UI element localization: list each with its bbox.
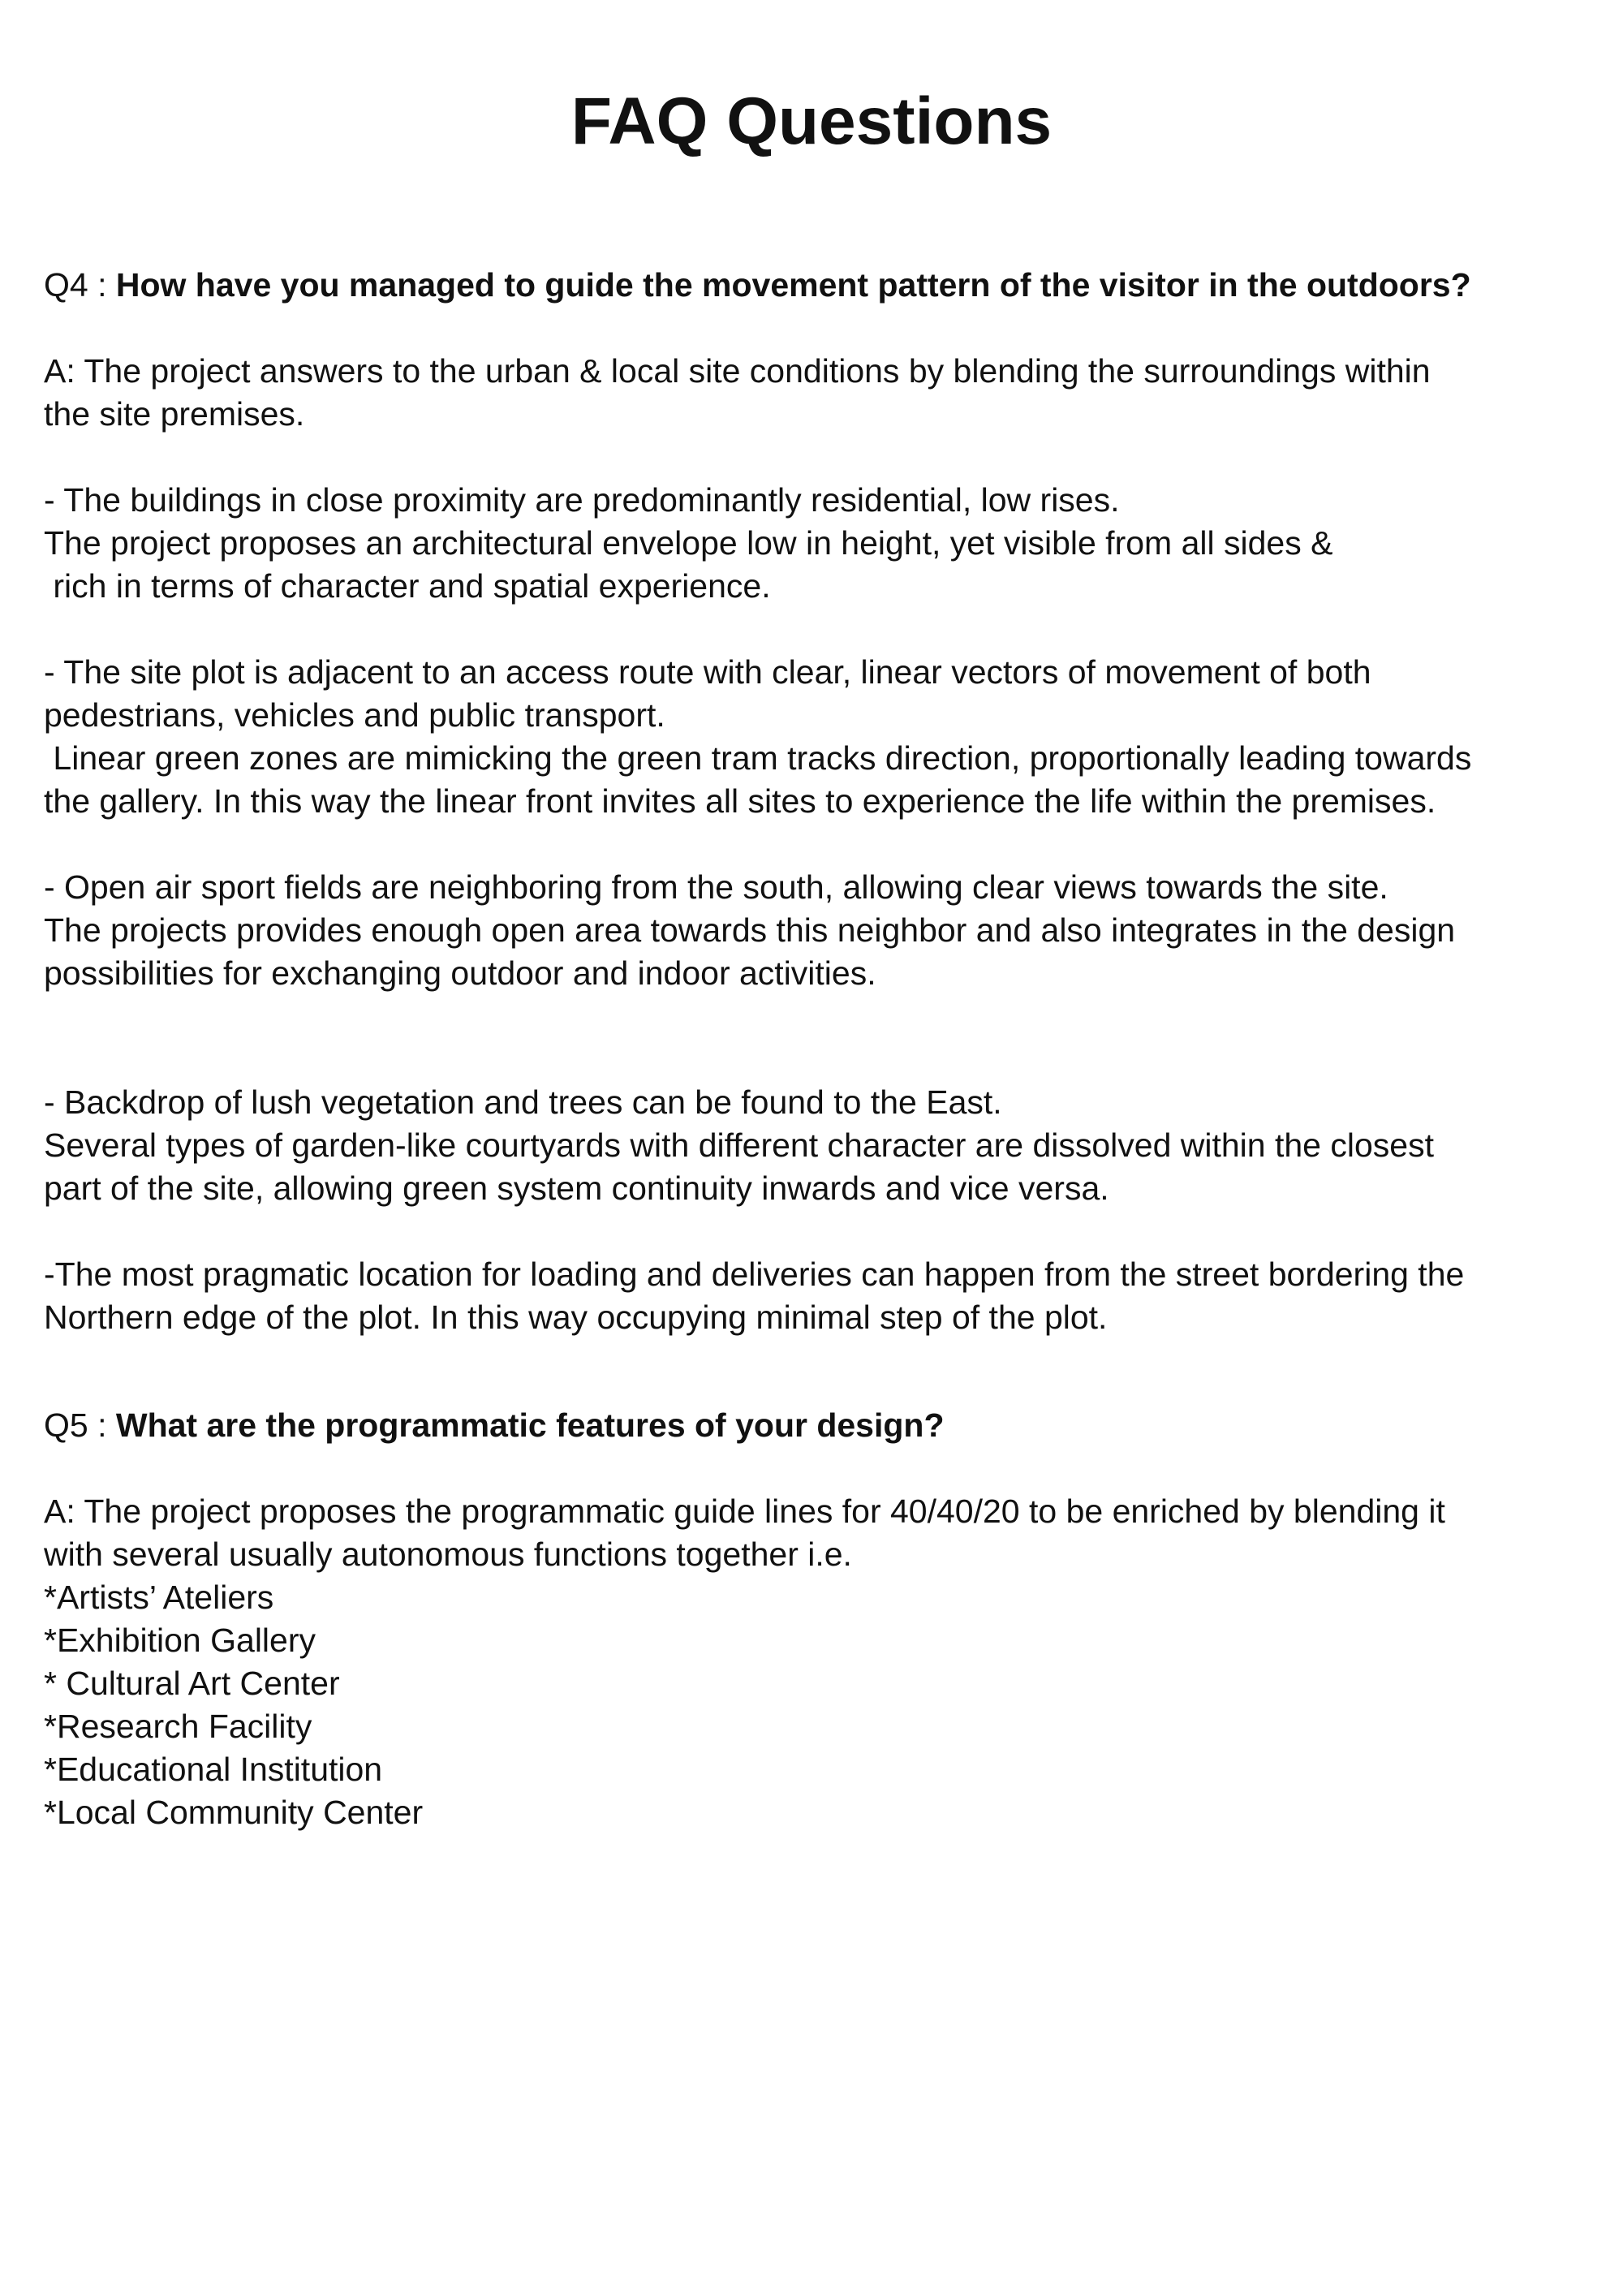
faq-content <box>44 264 1610 1834</box>
text-line: Several types of garden-like courtyards with different character are dissolved within the closest <box>44 1126 1434 1164</box>
text-line: - The buildings in close proximity are predominantly residential, low rises. <box>44 481 1120 519</box>
text-line: A: The project answers to the urban & local site conditions by blending the surroundings within <box>44 352 1431 390</box>
answer-intro-q5 <box>44 1490 1610 1576</box>
list-item: *Research Facility <box>44 1708 312 1745</box>
question-line <box>44 1404 1610 1447</box>
text-line: - The site plot is adjacent to an access route with clear, linear vectors of movement of both <box>44 653 1371 691</box>
text-line: with several usually autonomous functions together i.e. <box>44 1536 852 1573</box>
text-line: -The most pragmatic location for loading and deliveries can happen from the street bordering the <box>44 1256 1465 1293</box>
list-item: *Artists’ Ateliers <box>44 1579 274 1616</box>
list-item: *Local Community Center <box>44 1794 424 1831</box>
text-line: Northern edge of the plot. In this way occupying minimal step of the plot. <box>44 1299 1108 1336</box>
text-line: possibilities for exchanging outdoor and indoor activities. <box>44 954 876 992</box>
list-item: *Educational Institution <box>44 1751 383 1788</box>
answer-point-1 <box>44 479 1610 608</box>
text-line: part of the site, allowing green system continuity inwards and vice versa. <box>44 1170 1109 1207</box>
text-line: rich in terms of character and spatial experience. <box>44 567 771 605</box>
text-line: pedestrians, vehicles and public transport. <box>44 696 665 734</box>
text-line: The projects provides enough open area towards this neighbor and also integrates in the design <box>44 911 1456 949</box>
list-item: * Cultural Art Center <box>44 1665 340 1702</box>
text-line: the gallery. In this way the linear front invites all sites to experience the life within the premises. <box>44 782 1436 820</box>
answer-point-5 <box>44 1253 1610 1339</box>
question-text: What are the programmatic features of your design? <box>115 1406 945 1444</box>
question-number: Q4 : <box>44 266 116 304</box>
answer-point-3 <box>44 866 1610 995</box>
question-text: How have you managed to guide the movement pattern of the visitor in the outdoors? <box>115 266 1471 304</box>
question-number: Q5 : <box>44 1406 116 1444</box>
faq-question-q5 <box>44 1404 1610 1447</box>
text-line: - Open air sport fields are neighboring from the south, allowing clear views towards the site. <box>44 868 1388 906</box>
answer-intro-q4 <box>44 350 1610 436</box>
text-line: Linear green zones are mimicking the green tram tracks direction, proportionally leading towards <box>44 739 1472 777</box>
text-line: A: The project proposes the programmatic guide lines for 40/40/20 to be enriched by blending it <box>44 1493 1445 1530</box>
answer-point-4 <box>44 1081 1610 1210</box>
faq-question-q4 <box>44 264 1610 307</box>
answer-point-2 <box>44 651 1610 823</box>
text-line: The project proposes an architectural envelope low in height, yet visible from all sides & <box>44 524 1333 562</box>
list-item: *Exhibition Gallery <box>44 1622 316 1659</box>
question-line <box>44 264 1610 307</box>
text-line: - Backdrop of lush vegetation and trees can be found to the East. <box>44 1083 1002 1121</box>
feature-list <box>44 1576 1610 1834</box>
page-title: FAQ Questions <box>570 84 1053 158</box>
text-line: the site premises. <box>44 395 305 433</box>
